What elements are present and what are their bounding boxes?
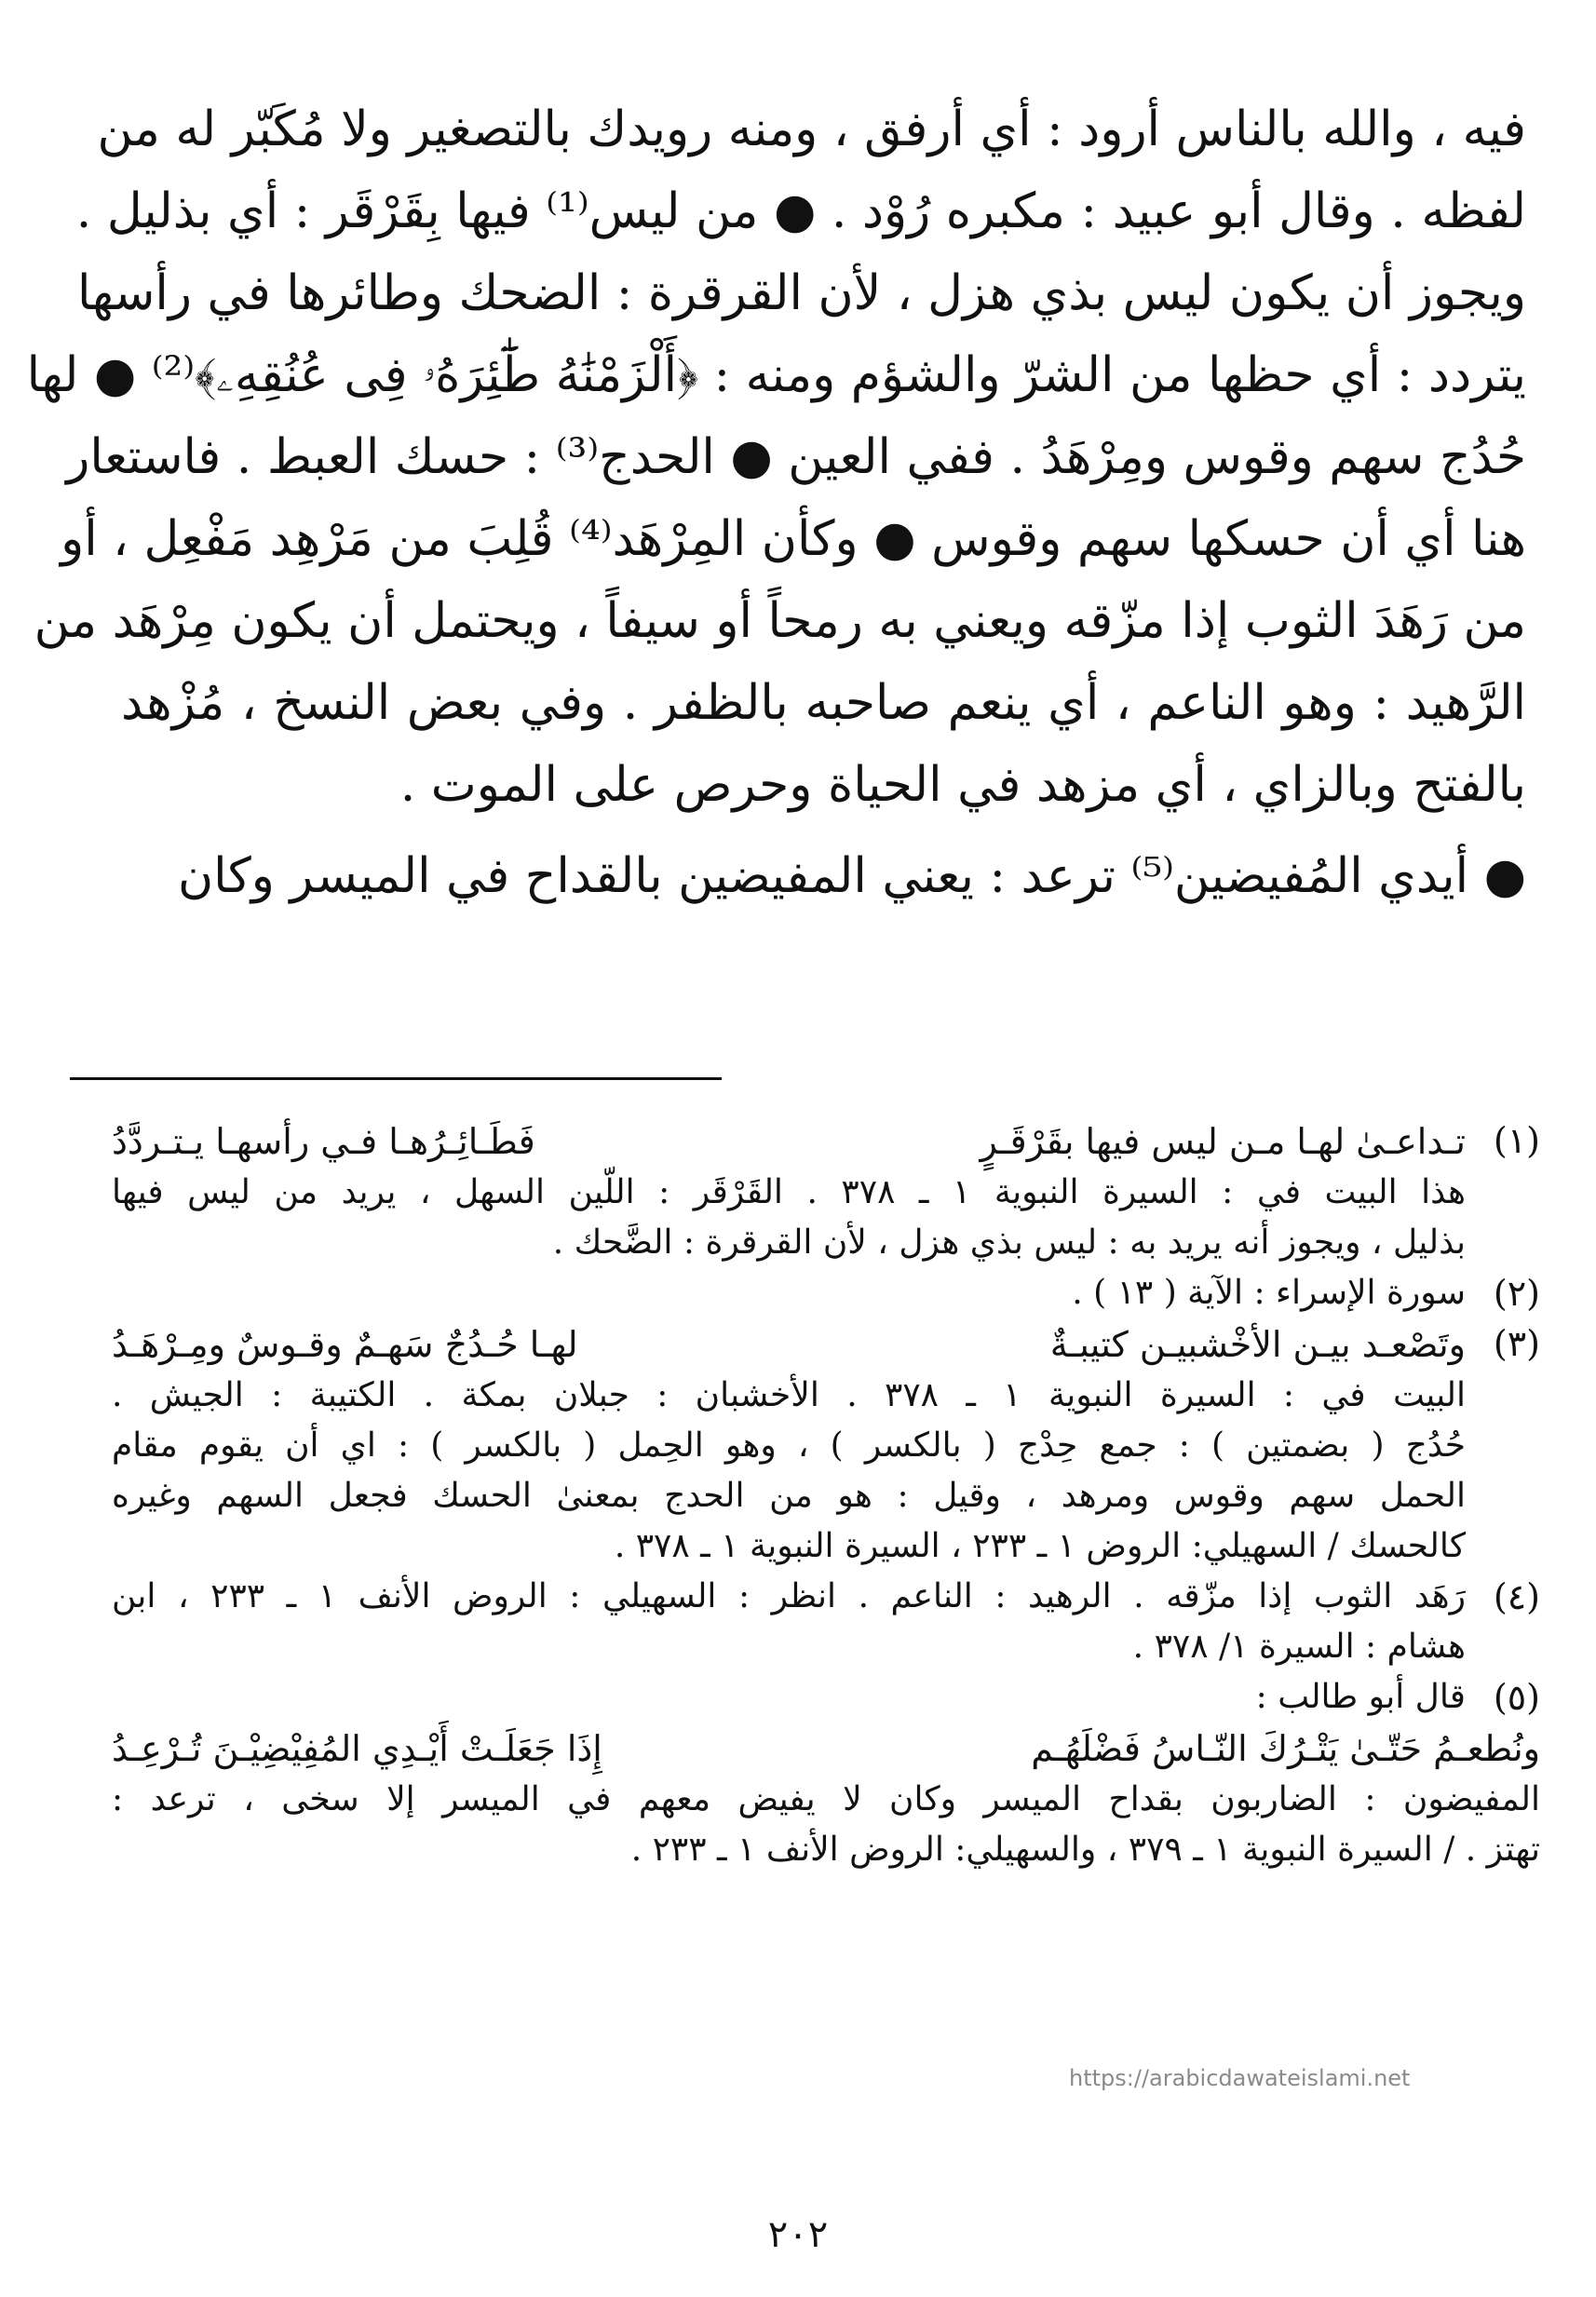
footnote-5 <box>112 1672 1540 1723</box>
footnote-body <box>112 1268 1466 1318</box>
verse-second-hemistich: فَطَـائِـرُهـا فـي رأسهـا يـتـردَّدُ <box>112 1121 535 1162</box>
poem-verse <box>112 1115 1466 1168</box>
footnote-number: (١) <box>1493 1120 1540 1161</box>
verse-second-hemistich: إِذَا جَعَلَـتْ أَيْـدِي المُفِيْضِيْـنَ تُـرْعِـدُ <box>112 1728 602 1769</box>
footnote-body <box>112 1318 1466 1572</box>
main-text-line: لفظه . وقال أبو عبيد : مكبره رُوْد . ● من ليس⁽¹⁾ فيها بِقَرْقَر : أي بذليل . <box>75 183 1526 239</box>
main-text-line: هنا أي أن حسكها سهم وقوس ● وكأن المِرْهَد⁽⁴⁾ قُلِبَ من مَرْهِد مَفْعِل ، أو <box>61 511 1526 567</box>
poem-verse <box>112 1723 1540 1775</box>
verse-first-hemistich: وتَصْعـد بيـن الأخْشبيـن كتيبـةٌ <box>1049 1324 1466 1365</box>
footnote-intro: قال أبو طالب : <box>1255 1678 1466 1716</box>
footnote-line: سورة الإسراء : الآية ( ١٣ ) . <box>1072 1274 1466 1312</box>
main-text-line: من رَهَدَ الثوب إذا مزّقه ويعني به رمحاً أو سيفاً ، ويحتمل أن يكون مِرْهَد من <box>34 593 1526 649</box>
verse-second-hemistich: لهـا حُـدُجٌ سَهـمٌ وقـوسٌ ومِـرْهَـدُ <box>112 1324 578 1365</box>
footnote-line: رَهَد الثوب إذا مزّقه . الرهيد : الناعم . انظر : السهيلي : الروض الأنف ١ ـ ٢٣٣ ، ابن <box>112 1577 1466 1615</box>
watermark-url: https://arabicdawateislami.net <box>1069 2065 1411 2091</box>
footnote-line: البيت في : السيرة النبوية ١ ـ ٣٧٨ . الأخشبان : جبلان بمكة . الكتيبة : الجيش . <box>112 1376 1467 1414</box>
footnote-line: حُدُج ( بضمتين ) : جمع حِدْج ( بالكسر ) ، وهو الحِمل ( بالكسر ) : اي أن يقوم مقام <box>112 1426 1466 1465</box>
main-text-line: يتردد : أي حظها من الشرّ والشؤم ومنه : ﴿أَلْزَمْنَٰهُ طَٰٓئِرَهُۥ فِى عُنُقِهِۦ﴾⁽²⁾ ● لها <box>26 347 1526 403</box>
footnote-line: كالحسك / السهيلي: الروض ١ ـ ٢٣٣ ، السيرة النبوية ١ ـ ٣٧٨ . <box>614 1527 1466 1565</box>
footnote-body <box>112 1115 1466 1268</box>
footnote-separator-rule <box>70 1077 722 1080</box>
footnote-line: تهتز . / السيرة النبوية ١ ـ ٣٧٩ ، والسهيلي: الروض الأنف ١ ـ ٢٣٣ . <box>630 1831 1540 1869</box>
footnote-line: هذا البيت في : السيرة النبوية ١ ـ ٣٧٨ . القَرْقَر : اللّين السهل ، يريد من ليس فيها <box>112 1173 1466 1211</box>
main-text-paragraph-start: ● أيدي المُفيضين⁽⁵⁾ ترعد : يعني المفيضين بالقداح في الميسر وكان <box>177 848 1526 904</box>
footnote-number: (٢) <box>1493 1273 1540 1314</box>
footnote-3 <box>112 1318 1540 1572</box>
footnote-1 <box>112 1115 1540 1268</box>
footnote-line: الحمل سهم وقوس ومرهد ، وقيل : هو من الحدج بمعنىٰ الحسك فجعل السهم وغيره <box>112 1477 1466 1515</box>
footnotes-block <box>112 1115 1540 1875</box>
main-text-line: الرَّهيد : وهو الناعم ، أي ينعم صاحبه بالظفر . وفي بعض النسخ ، مُزْهد <box>121 675 1526 731</box>
verse-first-hemistich: ونُطعـمُ حَتّـىٰ يَتْـرُكَ النّـاسُ فَضْلَهُـم <box>1031 1728 1540 1769</box>
page-number: ٢٠٢ <box>767 2213 829 2256</box>
footnote-number: (٤) <box>1493 1576 1540 1617</box>
main-text-block <box>26 88 1526 917</box>
footnote-number: (٣) <box>1493 1323 1540 1364</box>
footnote-line: هشام : السيرة ١/ ٣٧٨ . <box>1132 1628 1466 1666</box>
footnote-line: بذليل ، ويجوز أنه يريد به : ليس بذي هزل ، لأن القرقرة : الضَّحك . <box>552 1223 1466 1262</box>
footnote-body <box>112 1572 1466 1672</box>
main-text-line: ويجوز أن يكون ليس بذي هزل ، لأن القرقرة : الضحك وطائرها في رأسها <box>77 265 1526 321</box>
main-text-line: حُدُج سهم وقوس ومِرْهَدُ . ففي العين ● الحدج⁽³⁾ : حسك العبط . فاستعار <box>66 429 1526 485</box>
main-text-line: فيه ، والله بالناس أرود : أي أرفق ، ومنه رويدك بالتصغير ولا مُكَبّر له من <box>97 101 1526 157</box>
footnote-body <box>112 1672 1466 1723</box>
footnote-2 <box>112 1268 1540 1318</box>
footnote-line: المفيضون : الضاربون بقداح الميسر وكان لا يفيض معهم في الميسر إلا سخى ، ترعد : <box>112 1780 1540 1818</box>
footnote-4 <box>112 1572 1540 1672</box>
footnote-number: (٥) <box>1493 1677 1540 1718</box>
main-text-line: بالفتح وبالزاي ، أي مزهد في الحياة وحرص على الموت . <box>399 757 1526 813</box>
poem-verse <box>112 1318 1466 1371</box>
verse-first-hemistich: تـداعـىٰ لهـا مـن ليس فيها بقَرْقَـرٍ <box>980 1121 1466 1162</box>
